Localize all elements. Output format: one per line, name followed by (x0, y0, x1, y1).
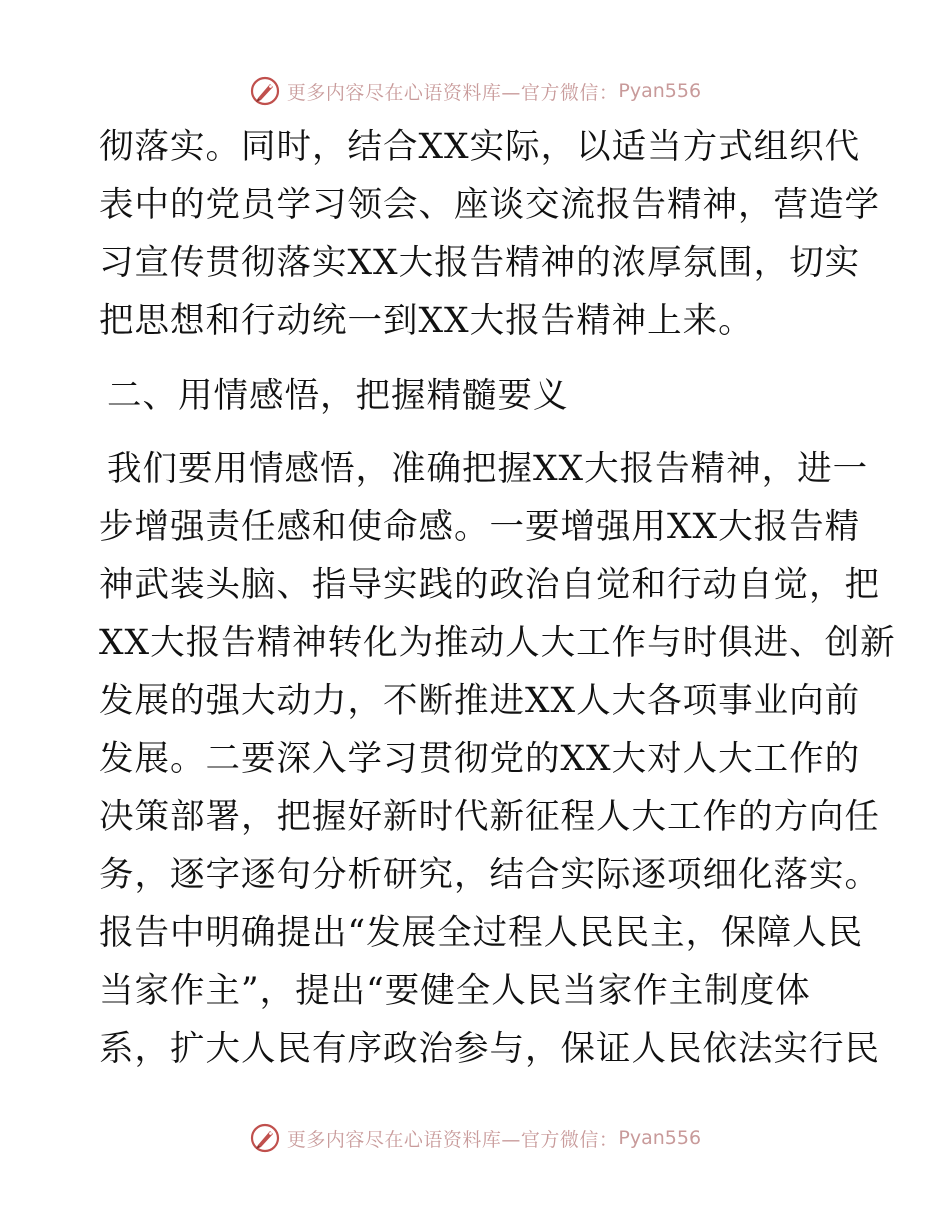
body-line: 步增强责任感和使命感。一要增强用XX大报告精 (99, 507, 861, 547)
body-line: 彻落实。同时，结合XX实际，以适当方式组织代 (99, 127, 861, 167)
watermark-header (0, 71, 950, 111)
pen-nib-logo-icon (249, 75, 281, 107)
body-line: 发展的强大动力，不断推进XX人大各项事业向前 (99, 681, 861, 721)
body-line: 习宣传贯彻落实XX大报告精神的浓厚氛围，切实 (99, 243, 861, 283)
watermark-footer (0, 1118, 950, 1158)
watermark-text: 更多内容尽在心语资料库—官方微信： (286, 81, 619, 104)
body-line: 务，逐字逐句分析研究，结合实际逐项细化落实。 (99, 855, 880, 895)
pen-nib-logo-icon (249, 1122, 281, 1154)
body-line: 系，扩大人民有序政治参与，保证人民依法实行民 (99, 1029, 880, 1069)
body-line: 当家作主”，提出“要健全人民当家作主制度体 (99, 971, 811, 1011)
body-line: 报告中明确提出“发展全过程人民民主，保障人民 (99, 913, 864, 953)
body-line: 表中的党员学习领会、座谈交流报告精神，营造学 (99, 185, 880, 225)
watermark-contact: Pyan556 (618, 80, 702, 102)
body-line: 发展。二要深入学习贯彻党的XX大对人大工作的 (99, 739, 861, 779)
body-line: 我们要用情感悟，准确把握XX大报告精神，进一 (107, 449, 869, 489)
section-heading: 二、用情感悟，把握精髓要义 (107, 376, 569, 416)
body-line: 决策部署，把握好新时代新征程人大工作的方向任 (99, 797, 880, 837)
watermark-contact: Pyan556 (618, 1127, 702, 1149)
body-line: XX大报告精神转化为推动人大工作与时俱进、创新 (99, 623, 896, 663)
body-line: 把思想和行动统一到XX大报告精神上来。 (99, 301, 754, 341)
watermark-text: 更多内容尽在心语资料库—官方微信： (286, 1128, 619, 1151)
body-line: 神武装头脑、指导实践的政治自觉和行动自觉，把 (99, 565, 880, 605)
